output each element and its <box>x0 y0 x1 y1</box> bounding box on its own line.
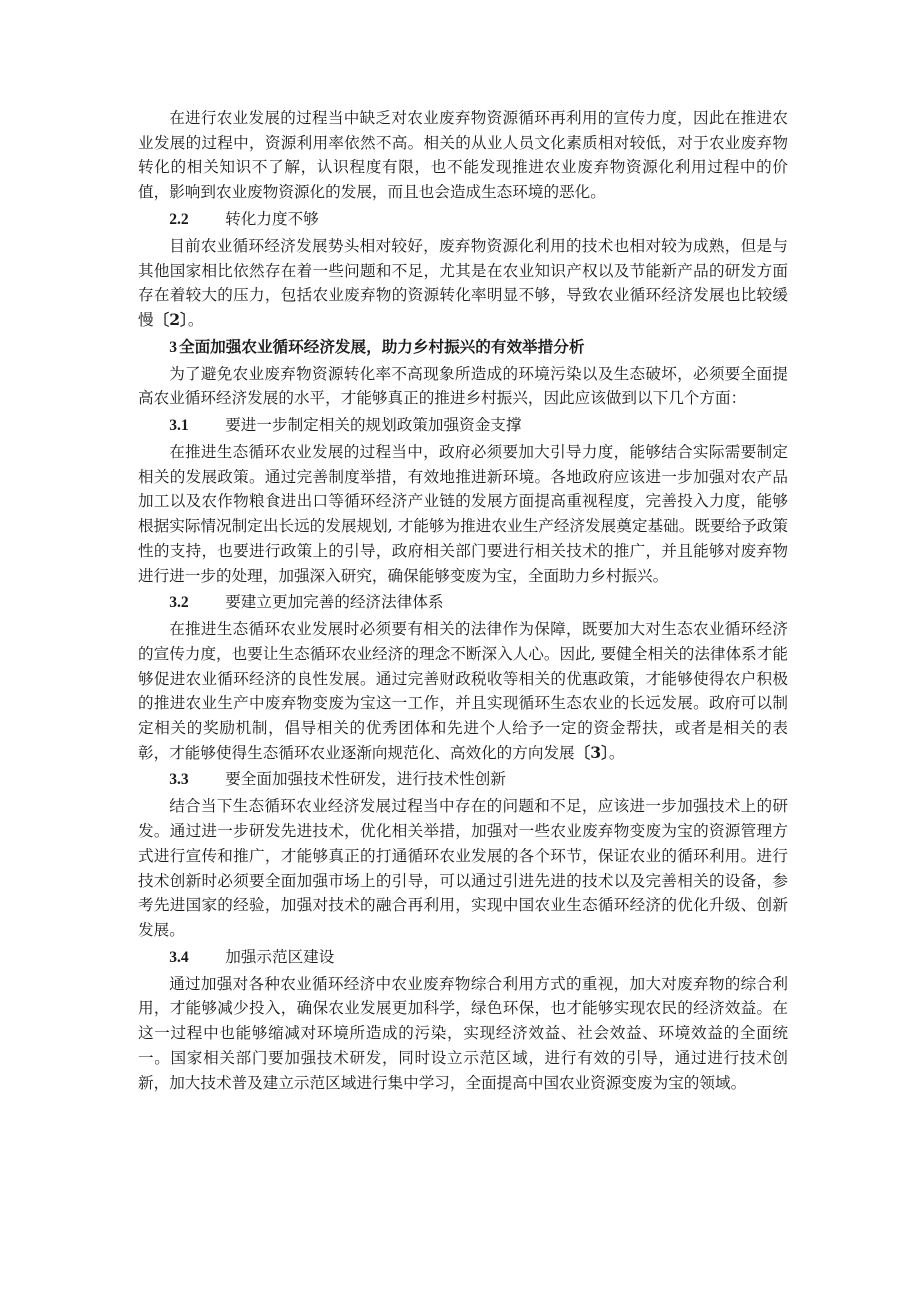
heading-number: 3.2 <box>169 594 189 612</box>
paragraph-tail: 。 <box>608 743 625 762</box>
heading-number: 3.1 <box>169 417 189 435</box>
heading-3-4 <box>138 943 788 972</box>
heading-title: 转化力度不够 <box>225 209 319 228</box>
citation-ref: 〔2〕 <box>153 309 188 329</box>
paragraph-text: 在推进生态循环农业发展时必须要有相关的法律作为保障，既要加大对生态农业循环经济的宣传力度，也要让生态循环农业经济的理念不断深入人心。因此, 要健全相关的法律体系才能够促进农业循环经济的良性发展。通过完善财政税收等相关的优惠政策，才能够使得农户积极的推进农业生产中废弃物变废为宝这一工作，并且实现循环生态农业的长远发展。政府可以制定相关的奖励机制，倡导相关的优秀团体和先进个人给予一定的资金帮扶，或者是相关的表彰，才能够使得生态循环农业逐渐向规范化、高效化的方向发展 <box>138 620 788 762</box>
heading-3 <box>138 333 788 362</box>
heading-number: 3 <box>169 338 177 356</box>
paragraph-conversion <box>138 234 788 333</box>
paragraph-tail: 。 <box>187 310 204 329</box>
paragraph-technology: 结合当下生态循环农业经济发展过程当中存在的问题和不足，应该进一步加强技术上的研发。通过进一步研发先进技术，优化相关举措，加强对一些农业废弃物变废为宝的资源管理方式进行宣传和推广，才能够真正的打通循环农业发展的各个环节，保证农业的循环利用。进行技术创新时必须要全面加强市场上的引导，可以通过引进先进的技术以及完善相关的设备，参考先进国家的经验，加强对技术的融合再利用，实现中国农业生态循环经济的优化升级、创新发展。 <box>138 797 788 939</box>
heading-title: 全面加强农业循环经济发展，助力乡村振兴的有效举措分析 <box>178 336 585 356</box>
heading-title: 要建立更加完善的经济法律体系 <box>225 593 444 612</box>
paragraph-intro-measures: 为了避免农业废弃物资源转化率不高现象所造成的环境污染以及生态破坏，必须要全面提高农业循环经济发展的水平，才能够真正的推进乡村振兴，因此应该做到以下几个方面： <box>138 364 788 408</box>
heading-number: 3.3 <box>169 771 189 789</box>
paragraph-awareness: 在进行农业发展的过程当中缺乏对农业废弃物资源循环再利用的宣传力度，因此在推进农业发展的过程中，资源利用率依然不高。相关的从业人员文化素质相对较低，对于农业废弃物转化的相关知识不了解，认识程度有限，也不能发现推进农业废弃物资源化利用过程中的价值，影响到农业废物资源化的发展，而且也会造成生态环境的恶化。 <box>138 109 788 202</box>
paragraph-law <box>138 617 788 765</box>
heading-title: 要进一步制定相关的规划政策加强资金支撑 <box>225 416 522 435</box>
heading-3-3 <box>138 765 788 794</box>
paragraph-policy: 在推进生态循环农业发展的过程当中，政府必须要加大引导力度，能够结合实际需要制定相关的发展政策。通过完善制度举措，有效地推进新环境。各地政府应该进一步加强对农产品加工以及农作物粮食进出口等循环经济产业链的发展方面提高重视程度，完善投入力度，能够根据实际情况制定出长远的发展规划, 才能够为推进农业生产经济发展奠定基础。既要给予政策性的支持，也要进行政策上的引导，政府相关部门要进行相关技术的推广，并且能够对废弃物进行进一步的处理，加强深入研究，确保能够变废为宝，全面助力乡村振兴。 <box>138 443 788 585</box>
paragraph-demonstration: 通过加强对各种农业循环经济中农业废弃物综合利用方式的重视，加大对废弃物的综合利用，才能够减少投入，确保农业发展更加科学，绿色环保，也才能够实现农民的经济效益。在这一过程中也能够缩减对环境所造成的污染，实现经济效益、社会效益、环境效益的全面统一。国家相关部门要加强技术研发，同时设立示范区域，进行有效的引导，通过进行技术创新，加大技术普及建立示范区域进行集中学习，全面提高中国农业资源变废为宝的领域。 <box>138 974 788 1092</box>
heading-number: 3.4 <box>169 948 189 966</box>
heading-title: 加强示范区建设 <box>225 947 335 966</box>
heading-3-2 <box>138 588 788 617</box>
heading-2-2 <box>138 205 788 234</box>
heading-3-1 <box>138 411 788 440</box>
heading-title: 要全面加强技术性研发，进行技术性创新 <box>225 770 506 789</box>
heading-number: 2.2 <box>169 210 189 228</box>
citation-ref: 〔3〕 <box>574 742 609 762</box>
paragraph-text: 目前农业循环经济发展势头相对较好，废弃物资源化利用的技术也相对较为成熟，但是与其他国家相比依然存在着一些问题和不足，尤其是在农业知识产权以及节能新产品的研发方面存在着较大的压力，包括农业废弃物的资源转化率明显不够，导致农业循环经济发展也比较缓慢 <box>138 236 788 329</box>
document-body <box>138 106 788 1095</box>
